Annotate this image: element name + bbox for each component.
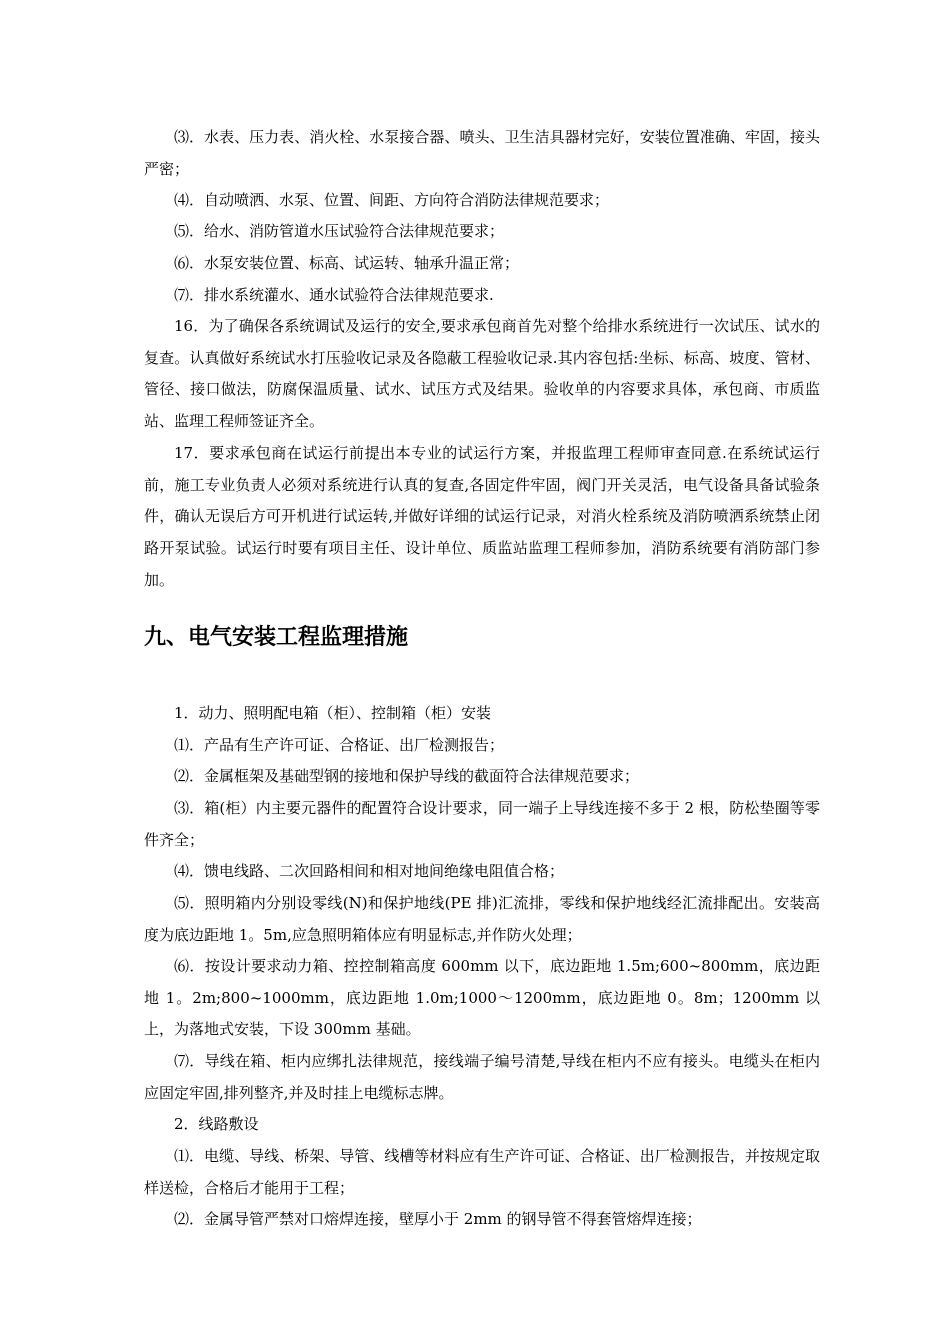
- paragraph-2-line-laying: 2．线路敷设: [174, 1115, 259, 1133]
- paragraph-item-5-busbar: ⑸．照明箱内分别设零线(N)和保护地线(PE 排)汇流排，零线和保护地线经汇流排配出。安装高度为底边距地 1。5m,应急照明箱体应有明显标志,并作防火处理；: [144, 894, 820, 944]
- paragraph-item-7-wiring: ⑺．导线在箱、柜内应绑扎法律规范，接线端子编号清楚,导线在柜内不应有接头。电缆头在柜内应固定牢固,排列整齐,并及时挂上电缆标志牌。: [144, 1052, 820, 1102]
- paragraph-item-5-pressure-test: ⑸．给水、消防管道水压试验符合法律规范要求；: [174, 222, 505, 240]
- paragraph-1-distribution-box: 1．动力、照明配电箱（柜）、控制箱（柜）安装: [174, 704, 492, 722]
- paragraph-item-6-pump: ⑹．水泵安装位置、标高、试运转、轴承升温正常；: [174, 254, 520, 272]
- paragraph-item-3-fixtures: ⑶．水表、压力表、消火栓、水泵接合器、喷头、卫生洁具器材完好，安装位置准确、牢固，接头严密；: [144, 128, 820, 178]
- paragraph-item-3-components: ⑶．箱(柜）内主要元器件的配置符合设计要求，同一端子上导线连接不多于 2 根，防松垫圈等零件齐全；: [144, 799, 820, 849]
- paragraph-16-system-review: 16．为了确保各系统调试及运行的安全,要求承包商首先对整个给排水系统进行一次试压、试水的复查。认真做好系统试水打压验收记录及各隐蔽工程验收记录.其内容包括:坐标、标高、坡度、管材、管径、接口做法，防腐保温质量、试水、试压方式及结果。验收单的内容要求具体，承包商、市质监站、监理工程师签证齐全。: [144, 317, 820, 431]
- paragraph-item-2-conduit-welding: ⑵．金属导管严禁对口熔焊连接，壁厚小于 2mm 的钢导管不得套管熔焊连接；: [174, 1210, 702, 1228]
- paragraph-item-1-certificates: ⑴．产品有生产许可证、合格证、出厂检测报告；: [174, 736, 505, 754]
- paragraph-item-7-drainage: ⑺．排水系统灌水、通水试验符合法律规范要求.: [174, 286, 494, 304]
- paragraph-item-1-materials: ⑴．电缆、导线、桥架、导管、线槽等材料应有生产许可证、合格证、出厂检测报告，并按规定取样送检，合格后才能用于工程；: [144, 1147, 820, 1197]
- paragraph-item-4-insulation: ⑷．馈电线路、二次回路相间和相对地间绝缘电阻值合格；: [174, 862, 565, 880]
- paragraph-item-6-box-height: ⑹．按设计要求动力箱、控控制箱高度 600mm 以下，底边距地 1.5m;600~800mm，底边距地 1。2m;800~1000mm，底边距地 1.0m;1000～1200mm，底边距地 0。8m；1200mm 以上，为落地式安装，下设 300mm 基础。: [144, 957, 820, 1039]
- paragraph-item-2-grounding: ⑵．金属框架及基础型钢的接地和保护导线的截面符合法律规范要求；: [174, 767, 640, 785]
- paragraph-item-4-sprinkler: ⑷．自动喷洒、水泵、位置、间距、方向符合消防法律规范要求；: [174, 191, 610, 209]
- paragraph-17-trial-run: 17．要求承包商在试运行前提出本专业的试运行方案，并报监理工程师审查同意.在系统试运行前，施工专业负责人必须对系统进行认真的复查,各固定件牢固，阀门开关灵活，电气设备具备试验条件，确认无误后方可开机进行试运转,并做好详细的试运行记录，对消火栓系统及消防喷洒系统禁止闭路开泵试验。试运行时要有项目主任、设计单位、质监站监理工程师参加，消防系统要有消防部门参加。: [144, 444, 820, 589]
- section-heading: 九、电气安装工程监理措施: [144, 625, 409, 650]
